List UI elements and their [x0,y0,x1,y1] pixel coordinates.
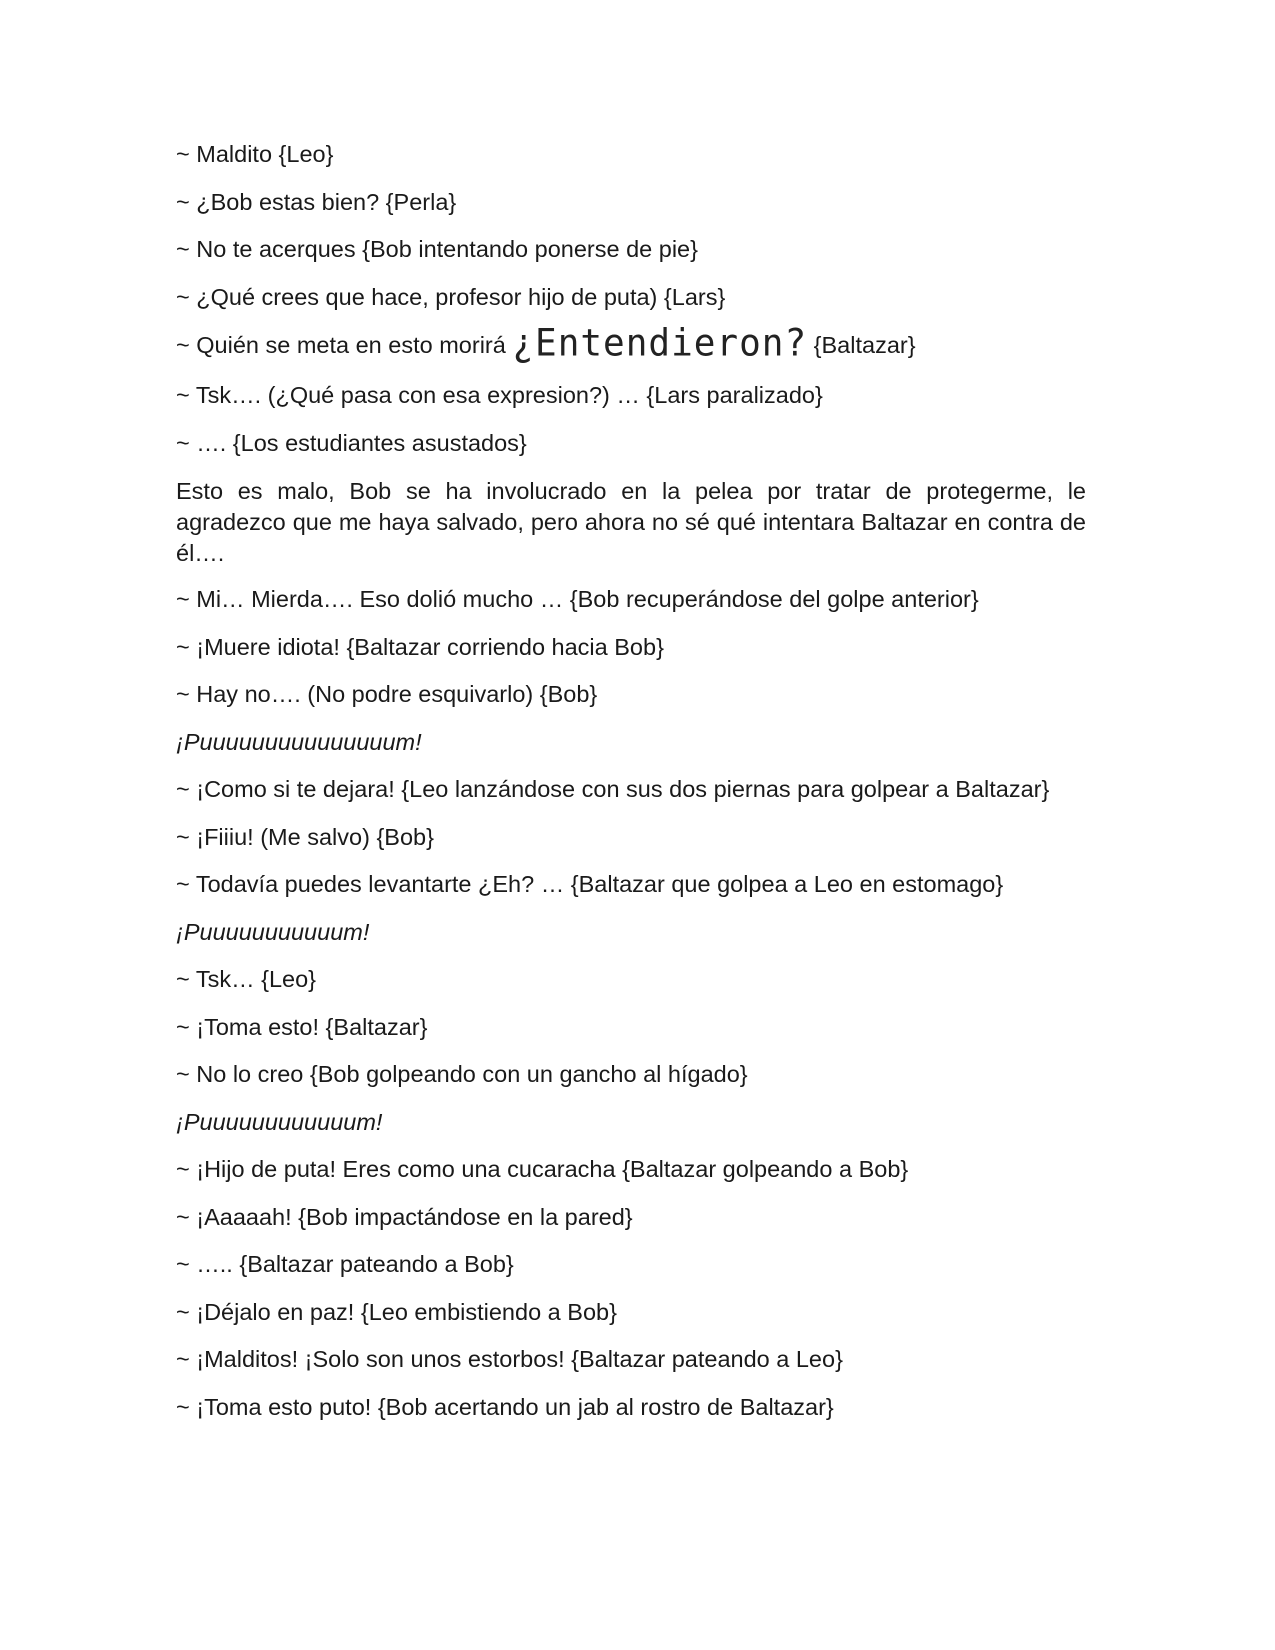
dialogue-line: ~ ¿Qué crees que hace, profesor hijo de puta) {Lars} [176,283,726,310]
dialogue-line: ~ Maldito {Leo} [176,141,334,167]
dialogue-line: ~ ¡Toma esto! {Baltazar} [176,1013,428,1040]
dialogue-line: ~ Mi… Mierda…. Eso dolió mucho … {Bob recuperándose del golpe anterior} [176,586,979,612]
sound-effect-line: ¡Puuuuuuuuuuuuuuum! [176,728,422,755]
stylized-line-after: {Baltazar} [813,332,916,358]
dialogue-line: ~ ¡Muere idiota! {Baltazar corriendo hacia Bob} [176,633,664,660]
dialogue-line: ~ No te acerques {Bob intentando ponerse de pie} [176,236,698,262]
dialogue-line: ~ ¿Bob estas bien? {Perla} [176,188,457,215]
dialogue-line: ~ ¡Hijo de puta! Eres como una cucaracha {Baltazar golpeando a Bob} [176,1156,909,1182]
dialogue-line: ~ ¡Fiiiu! (Me salvo) {Bob} [176,823,434,850]
dialogue-line: ~ ¡Como si te dejara! {Leo lanzándose con sus dos piernas para golpear a Baltazar} [176,776,1050,802]
dialogue-line: ~ No lo creo {Bob golpeando con un gancho al hígado} [176,1061,748,1087]
dialogue-line: ~ Tsk…. (¿Qué pasa con esa expresion?) … {Lars paralizado} [176,382,823,408]
document-body [176,140,1086,1440]
dialogue-line: ~ Todavía puedes levantarte ¿Eh? … {Baltazar que golpea a Leo en estomago} [176,871,1004,897]
stylized-line-before: ~ Quién se meta en esto morirá [176,332,506,358]
dialogue-line: ~ ¡Déjalo en paz! {Leo embistiendo a Bob} [176,1298,617,1325]
dialogue-line: ~ ¡Aaaaah! {Bob impactándose en la pared} [176,1203,633,1230]
sound-effect-line: ¡Puuuuuuuuuuum! [176,918,370,945]
dialogue-line: ~ Tsk… {Leo} [176,966,317,992]
dialogue-line-stylized [176,321,1086,365]
stylized-emphasis-text: ¿Entendieron? [512,321,808,365]
dialogue-line: ~ Hay no…. (No podre esquivarlo) {Bob} [176,681,598,707]
dialogue-line: ~ ¡Malditos! ¡Solo son unos estorbos! {Baltazar pateando a Leo} [176,1346,843,1372]
dialogue-line: ~ ….. {Baltazar pateando a Bob} [176,1251,514,1277]
sound-effect-line: ¡Puuuuuuuuuuuum! [176,1108,383,1135]
dialogue-line: ~ …. {Los estudiantes asustados} [176,429,527,456]
narration-paragraph: Esto es malo, Bob se ha involucrado en la pelea por tratar de protegerme, le agradezco que me haya salvado, pero ahora no sé qué intentara Baltazar en contra de él…. [176,478,1086,566]
dialogue-line: ~ ¡Toma esto puto! {Bob acertando un jab al rostro de Baltazar} [176,1393,834,1420]
